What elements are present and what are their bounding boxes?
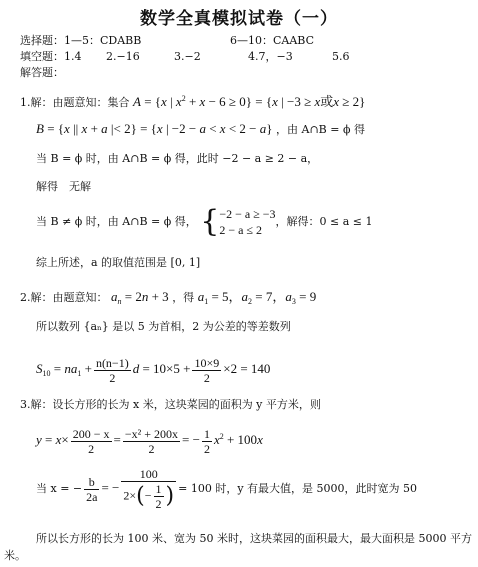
- q1-system: −2 − a ≥ −3 2 − a ≤ 2: [219, 207, 276, 237]
- q1-set-b: B = {x || x + a |< 2} = {x | −2 − a < x < 2 − a}: [36, 121, 273, 136]
- q3-fraction-5: 100 2×(− $\frac{1}{2}$ ): [123, 467, 175, 511]
- q3-line1: 3.解：设长方形的长为 x 米，这块菜园的面积为 y 平方米，则: [20, 398, 321, 411]
- choice-answers: 选择题：1—5：CDABB: [20, 34, 142, 47]
- q3-vertex-line: 当 x = − $\frac{b}{2a}$ = − 100 2×(− $\frac{1}{2}$ ) = 100 时，y 有最大值，是 5000，此时宽为 50: [36, 467, 418, 511]
- q1-set-a: A = {x | $x^2 + x - 6 \ge 0\} = \{x$ | −3 ≥ x或x ≥ 2}: [133, 94, 366, 109]
- q3-area-formula: y = x× $\frac{200 - x}{2}$ = $\frac{\text{−x² + 200x}}{2}$ = − $\frac{1}{2}$ $x^2 + 100x$: [36, 426, 263, 456]
- solve-label: 解答题：: [20, 66, 64, 79]
- q2-sum-formula: $S_{10} = na_1$ + $\frac{n(n-1)}{2}$ d = 10×5 + $\frac{10\times 9}{2}$ ×2 = 140: [36, 355, 271, 385]
- q3-fraction-2: $\frac{\text{−x² + 200x}}{2}$: [124, 426, 179, 456]
- q3-fraction-1: $\frac{200 - x}{2}$: [72, 426, 110, 456]
- q1-line3: 当 B = ϕ 时，由 A∩B = ϕ 得，此时 −2 − a ≥ 2 − a，: [36, 152, 319, 165]
- fill-answer-4: 4.7，−3: [248, 50, 293, 63]
- q2-fraction-2: $\frac{10\times 9}{2}$: [194, 355, 220, 385]
- q1-conclusion: 综上所述，a 的取值范围是 [0, 1]: [36, 256, 201, 269]
- q1-system-brace: {: [200, 204, 220, 239]
- q1-line5: 当 B ≠ ϕ 时，由 A∩B = ϕ 得， { −2 − a ≥ −3 2 − a ≤ 2 ，解得：0 ≤ a ≤ 1: [36, 204, 373, 239]
- fill-answer-1: 填空题：1.4: [20, 50, 82, 63]
- q3-fraction-3: $\frac{1}{2}$: [203, 426, 210, 456]
- q3-conclusion: 所以长方形的长为 100 米、宽为 50 米时，这块菜园的面积最大，最大面积是 5000 平方: [36, 532, 472, 545]
- page-title: 数学全真模拟试卷（一）: [140, 9, 338, 29]
- q3-fraction-4: $\frac{b}{2a}$: [86, 474, 98, 504]
- q1-line2: B = {x || x + a |< 2} = {x | −2 − a < x < 2 − a} ，由 A∩B = ϕ 得: [36, 121, 365, 136]
- q1-line4: 解得 无解: [36, 180, 91, 193]
- q3-conclusion-end: 米。: [4, 549, 26, 562]
- choice-answers-2: 6—10：CAABC: [230, 34, 315, 47]
- fill-answer-5: 5.6: [332, 50, 350, 63]
- fill-answer-2: 2.−16: [106, 50, 140, 63]
- q1-line1: 1.解：由题意知：集合 A = {x | $x^2 + x - 6 \ge 0\} = \{x$ | −3 ≥ x或x ≥ 2}: [20, 94, 366, 109]
- q2-fraction-1: $\frac{n(n-1)}{2}$: [95, 355, 129, 385]
- fill-answer-3: 3.−2: [174, 50, 201, 63]
- q2-line1: 2.解：由题意知： $a_n = 2n + 3$ ，得 $a_1 = 5$，$a_2 = 7$，$a_3 = 9$: [20, 289, 317, 306]
- q2-line2: 所以数列 {aₙ} 是以 5 为首相，2 为公差的等差数列: [36, 320, 291, 333]
